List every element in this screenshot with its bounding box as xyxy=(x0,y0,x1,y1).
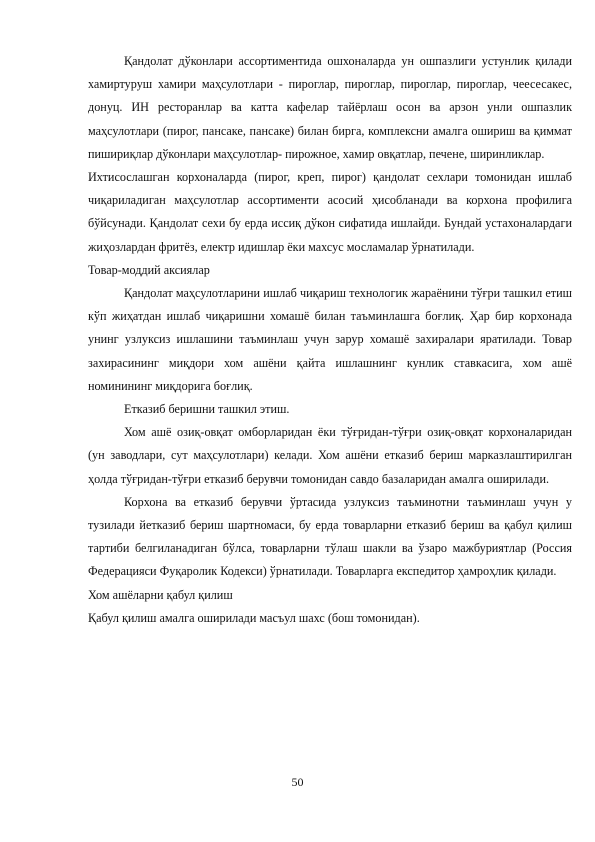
document-page xyxy=(88,50,572,630)
paragraph-raw-material-supply: Қандолат маҳсулотларини ишлаб чиқариш технологик жараёнини тўғри ташкил етиш кўп жиҳатдан ишлаб чиқаришни хомашё билан таъминлашга боғлиқ. Ҳар бир корхонада унинг узлуксиз ишлашини таъминлаш учун зарур хомашё захиралари яратилади. Товар захирасининг миқдори хом ашёни қайта ишлашнинг кунлик ставкасига, хом ашё номинининг миқдорига боғлиқ. xyxy=(88,286,572,393)
page-number: 50 xyxy=(291,775,304,789)
paragraph-supply-contract: Корхона ва етказиб берувчи ўртасида узлуксиз таъминотни таъминлаш учун у тузилади йетказиб бериш шартномаси, бу ерда товарларни етказиб бериш ва қабул қилиш тартиби белгиланадиган бўлса, товарларни тўлаш шакли ва ўзаро мажбуриятлар (Россия Федерацияси Фуқаролик Кодекси) ўрнатилади. Товарларга експедитор ҳамроҳлик қилади. xyxy=(88,494,572,579)
paragraph-intro: Қандолат дўконлари ассортиментида ошхоналарда ун ошпазлиги устунлик қилади хамиртуруш хамири маҳсулотлари - пироглар, пироглар, пироглар, пироглар, чеесесакес, донуц. ИН ресторанлар ва катта кафелар тайёрлаш осон ва арзон унли ошпазлик маҳсулотлари (пирог, пансаке, пансаке) билан бирга, комплексни амалга ошириш ва қиммат пишириқлар дўконлари маҳсулотлар- пирожное, хамир овқатлар, печене, ширинликлар. xyxy=(88,54,572,161)
paragraph-specialized-enterprises: Ихтисослашган корхоналарда (пирог, креп, пирог) қандолат сехлари томонидан ишлаб чиқариладиган маҳсулотлар ассортименти асосий ҳисобланади ва корхона профилига бўйсунади. Қандолат сехи бу ерда иссиқ дўкон сифатида ишлайди. Бундай устахоналардаги жиҳозлардан фритёз, електр идишлар ёки махсус мосламалар ўрнатилади. xyxy=(88,170,572,254)
section-heading-inventory: Товар-моддий аксиялар xyxy=(88,262,210,277)
paragraph-warehouses: Хом ашё озиқ-овқат омборларидан ёки тўғридан-тўғри озиқ-овқат корхоналаридан (ун заводлари, сут маҳсулотлари) келади. Хом ашёни етказиб бериш марказлаштирилган ҳолда тўғридан-тўғри етказиб берувчи томонидан савдо базаларидан амалга оширилади. xyxy=(88,425,572,486)
section-heading-delivery: Етказиб беришни ташкил этиш. xyxy=(124,402,290,417)
paragraph-acceptance: Қабул қилиш амалга оширилади масъул шахс (бош томонидан). xyxy=(88,610,420,625)
section-heading-acceptance: Хом ашёларни қабул қилиш xyxy=(88,587,233,602)
